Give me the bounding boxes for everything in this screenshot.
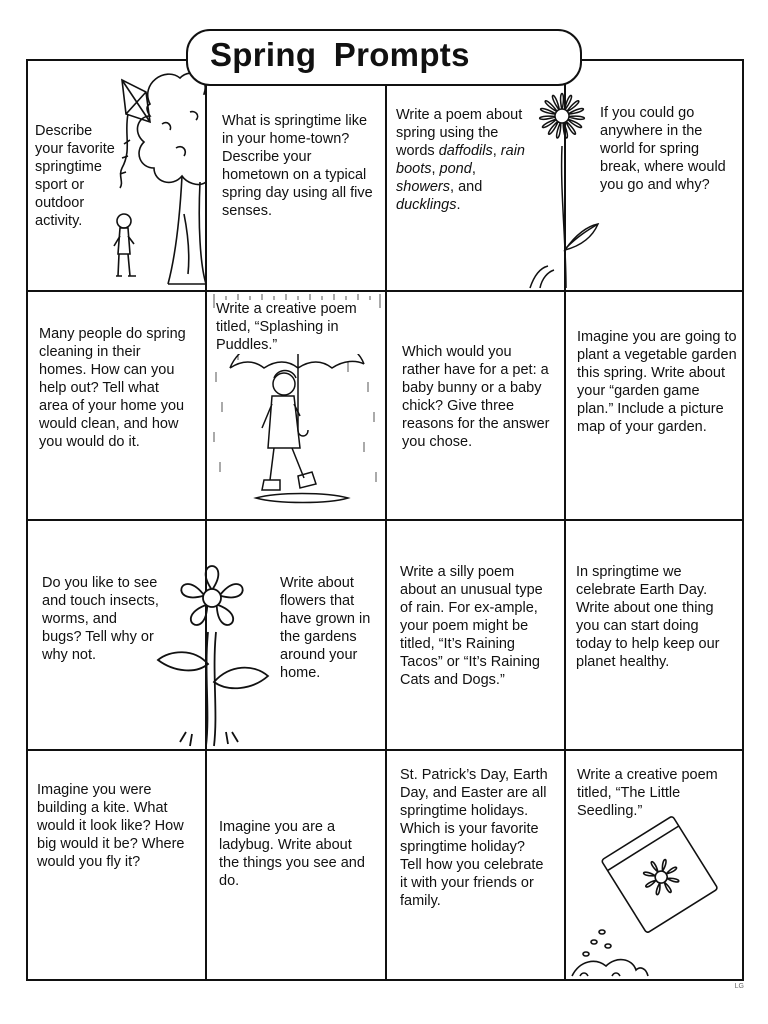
prompt-insects: Do you like to see and touch insects, worms, and bugs? Tell why or why not. <box>42 575 159 663</box>
prompt-holidays: St. Patrick’s Day, Earth Day, and Easter are all springtime holidays. Which is your favorite springtime holiday? Tell how you celebrate it with your friends or family. <box>400 767 548 909</box>
flower-illustration <box>150 552 274 748</box>
tree-kite-illustration <box>110 64 206 288</box>
prompt-earth-day: In springtime we celebrate Earth Day. Write about one thing you can start doing today to help keep our planet healthy. <box>576 564 720 670</box>
prompt-spring-cleaning: Many people do spring cleaning in their homes. How can you help out? Tell what area of your home you would clean, and how you would do it. <box>39 326 186 450</box>
grid-divider-h1 <box>26 290 744 292</box>
prompt-pet-choice: Which would you rather have for a pet: a baby bunny or a baby chick? Give three reasons for the answer you chose. <box>402 344 550 450</box>
prompt-kite: Imagine you were building a kite. What would it look like? How big would it be? Where would you fly it? <box>37 782 185 870</box>
prompt-silly-rain-poem: Write a silly poem about an unusual type of rain. For ex-ample, your poem might be titled, “It’s Raining Tacos” or “It’s Raining Cats and Dogs.” <box>400 564 543 688</box>
word-ducklings: ducklings <box>396 197 457 213</box>
grid-divider-h3 <box>26 749 744 751</box>
word-showers: showers <box>396 179 450 195</box>
footer-mark: LG <box>734 983 744 990</box>
prompt-hometown: What is springtime like in your home-town? Describe your hometown on a typical spring day using all five senses. <box>222 113 373 219</box>
prompt-spring-poem: Write a poem about spring using the words daffodils, rain boots, pond, showers, and ducklings. <box>396 107 525 213</box>
prompt-garden-plan: Imagine you are going to plant a vegetable garden this spring. Write about your “garden game plan.” Include a picture map of your garden. <box>577 329 737 435</box>
word-daffodils: daffodils <box>438 143 493 159</box>
seed-packet-illustration <box>566 820 742 980</box>
word-and: and <box>458 179 483 195</box>
prompt-flowers: Write about flowers that have grown in the gardens around your home. <box>280 575 371 681</box>
prompt-puddles-poem: Write a creative poem titled, “Splashing in Puddles.” <box>216 300 378 354</box>
word-pond: pond <box>439 161 472 177</box>
prompt-sport: Describe your favorite springtime sport or outdoor activity. <box>35 123 115 229</box>
page-title: Spring Prompts <box>210 36 470 73</box>
prompt-ladybug: Imagine you are a ladybug. Write about the things you see and do. <box>219 819 365 889</box>
prompt-seedling-poem: Write a creative poem titled, “The Little Seedling.” <box>577 767 718 819</box>
daisy-illustration <box>510 70 600 292</box>
word-rain-boots: rain boots <box>396 143 525 177</box>
grid-divider-h2 <box>26 519 744 521</box>
prompt-spring-break: If you could go anywhere in the world for spring break, where would you go and why? <box>600 105 726 193</box>
prompt-spring-poem-intro: Write a poem about spring using the words <box>396 107 523 159</box>
